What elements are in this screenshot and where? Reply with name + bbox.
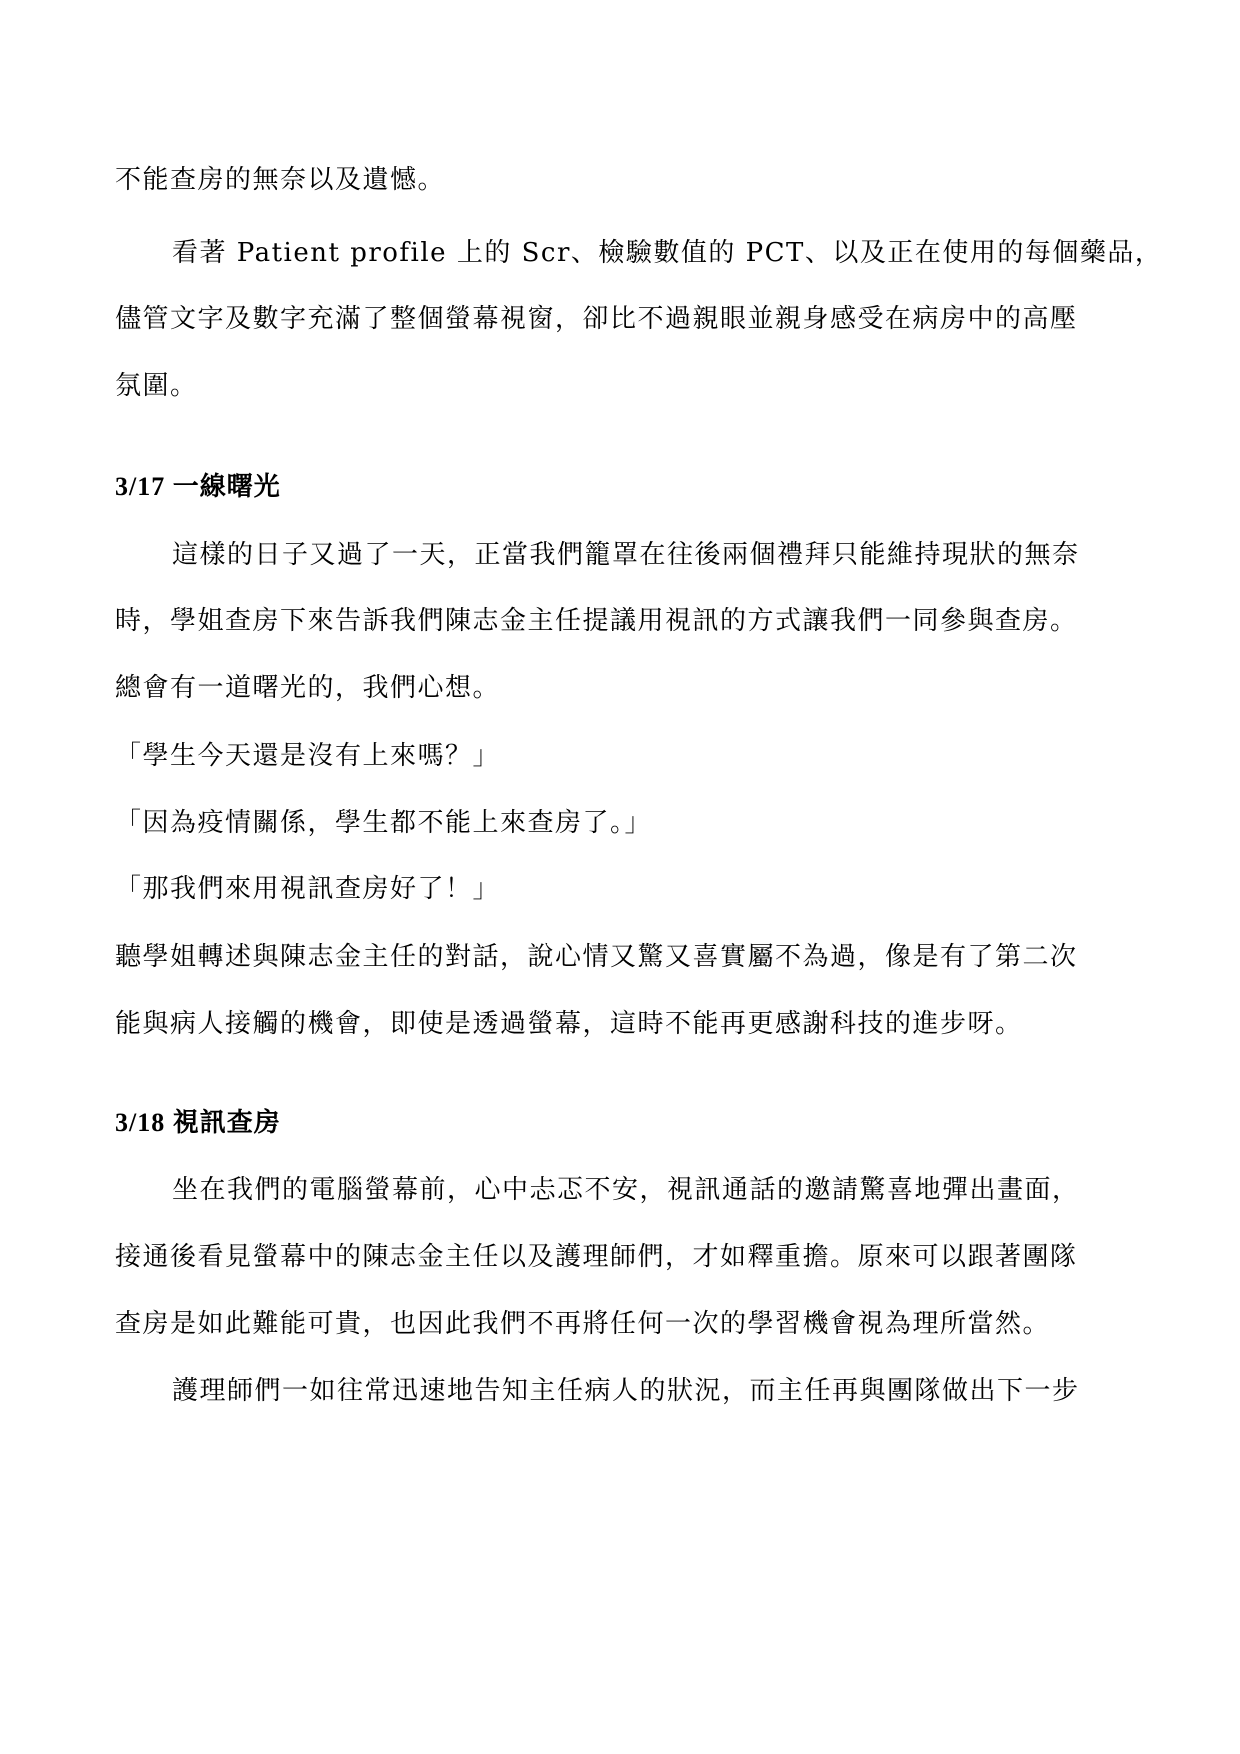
text-line: 氛圍。 (115, 371, 198, 401)
dialogue-line: 「那我們來用視訊查房好了！」 (115, 874, 501, 904)
dialogue-line: 「學生今天還是沒有上來嗎？」 (115, 741, 501, 771)
text-line: 接通後看見螢幕中的陳志金主任以及護理師們，才如釋重擔。原來可以跟著團隊 (115, 1242, 1078, 1272)
text-line: 不能查房的無奈以及遺憾。 (115, 165, 446, 195)
text-line: 儘管文字及數字充滿了整個螢幕視窗，卻比不過親眼並親身感受在病房中的高壓 (115, 304, 1078, 334)
text-line: 坐在我們的電腦螢幕前，心中忐忑不安，視訊通話的邀請驚喜地彈出畫面， (172, 1175, 1080, 1205)
dialogue-line: 「因為疫情關係，學生都不能上來查房了。」 (115, 808, 653, 838)
text-line: 聽學姐轉述與陳志金主任的對話，說心情又驚又喜實屬不為過，像是有了第二次 (115, 942, 1078, 972)
text-line: 時，學姐查房下來告訴我們陳志金主任提議用視訊的方式讓我們一同參與查房。 (115, 606, 1078, 636)
section-heading: 3/17 一線曙光 (115, 472, 281, 501)
text-line: 能與病人接觸的機會，即使是透過螢幕，這時不能再更感謝科技的進步呀。 (115, 1009, 1023, 1039)
text-line: 護理師們一如往常迅速地告知主任病人的狀況，而主任再與團隊做出下一步 (172, 1376, 1080, 1406)
text-line: 查房是如此難能可貴，也因此我們不再將任何一次的學習機會視為理所當然。 (115, 1309, 1051, 1339)
section-heading: 3/18 視訊查房 (115, 1108, 281, 1137)
text-line: 看著 Patient profile 上的 Scr、檢驗數值的 PCT、以及正在使用的每個藥品， (172, 238, 1163, 268)
text-line: 總會有一道曙光的，我們心想。 (115, 673, 501, 703)
text-line: 這樣的日子又過了一天，正當我們籠罩在往後兩個禮拜只能維持現狀的無奈 (172, 540, 1080, 570)
